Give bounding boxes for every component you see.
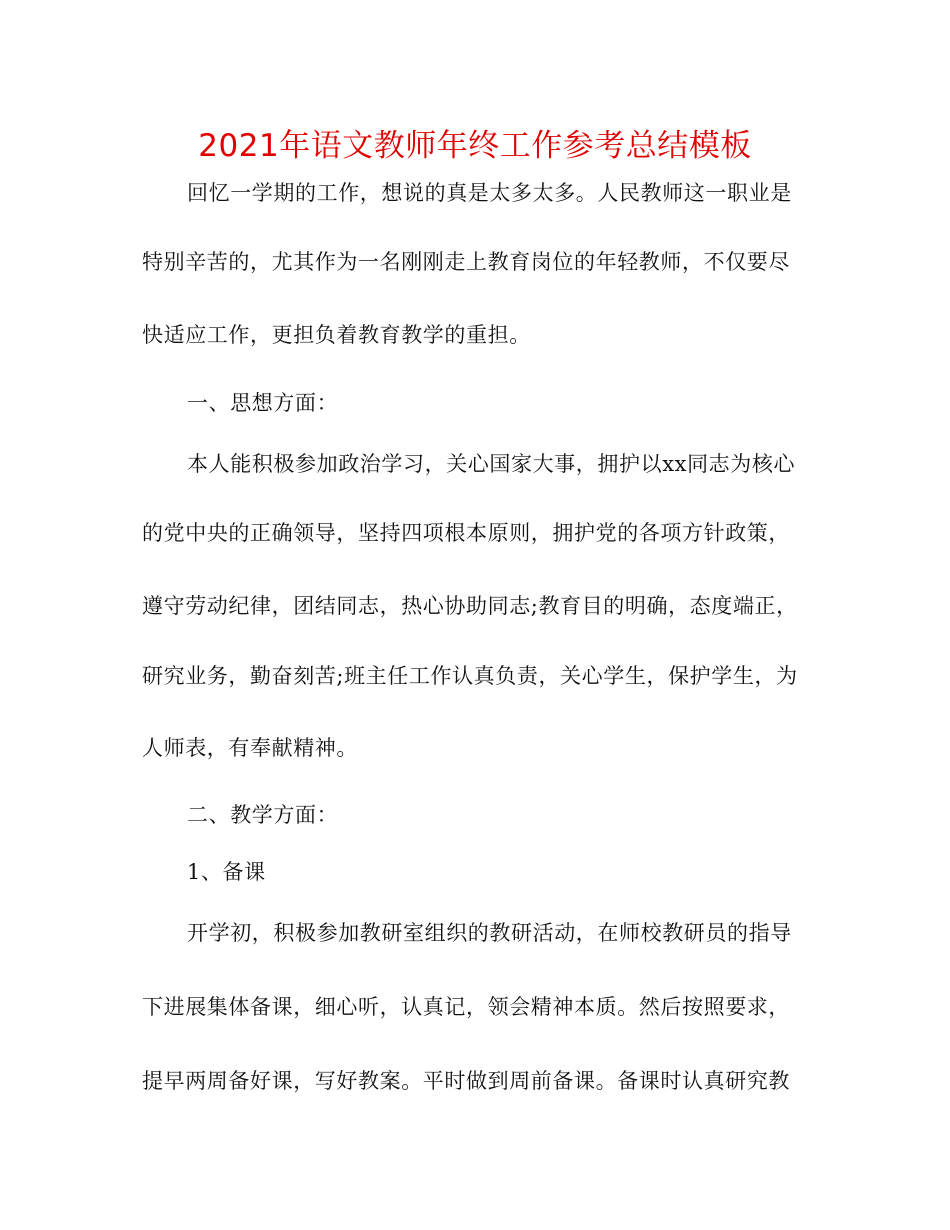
subsection-heading: 1、备课 xyxy=(187,860,266,884)
paragraph-line: 提早两周备好课，写好教案。平时做到周前备课。备课时认真研究教 xyxy=(142,1069,790,1093)
paragraph-line: 下进展集体备课，细心听，认真记，领会精神本质。然后按照要求， xyxy=(142,995,790,1019)
paragraph-line: 回忆一学期的工作，想说的真是太多太多。人民教师这一职业是 xyxy=(187,181,792,205)
paragraph-line: 研究业务，勤奋刻苦;班主任工作认真负责，关心学生，保护学生，为 xyxy=(142,664,798,688)
paragraph-line: 开学初，积极参加教研室组织的教研活动，在师校教研员的指导 xyxy=(187,921,792,945)
paragraph-line: 快适应工作，更担负着教育教学的重担。 xyxy=(142,323,531,347)
paragraph-line: 的党中央的正确领导，坚持四项根本原则，拥护党的各项方针政策， xyxy=(142,521,790,545)
paragraph-line: 人师表，有奉献精神。 xyxy=(142,736,358,760)
section-heading: 二、教学方面： xyxy=(187,803,339,827)
document-title: 2021年语文教师年终工作参考总结模板 xyxy=(198,128,752,164)
paragraph-line: 本人能积极参加政治学习，关心国家大事，拥护以xx同志为核心 xyxy=(187,452,796,476)
paragraph-line: 特别辛苦的，尤其作为一名刚刚走上教育岗位的年轻教师，不仅要尽 xyxy=(142,250,790,274)
section-heading: 一、思想方面： xyxy=(187,391,339,415)
paragraph-line: 遵守劳动纪律，团结同志，热心协助同志;教育目的明确，态度端正， xyxy=(142,594,798,618)
